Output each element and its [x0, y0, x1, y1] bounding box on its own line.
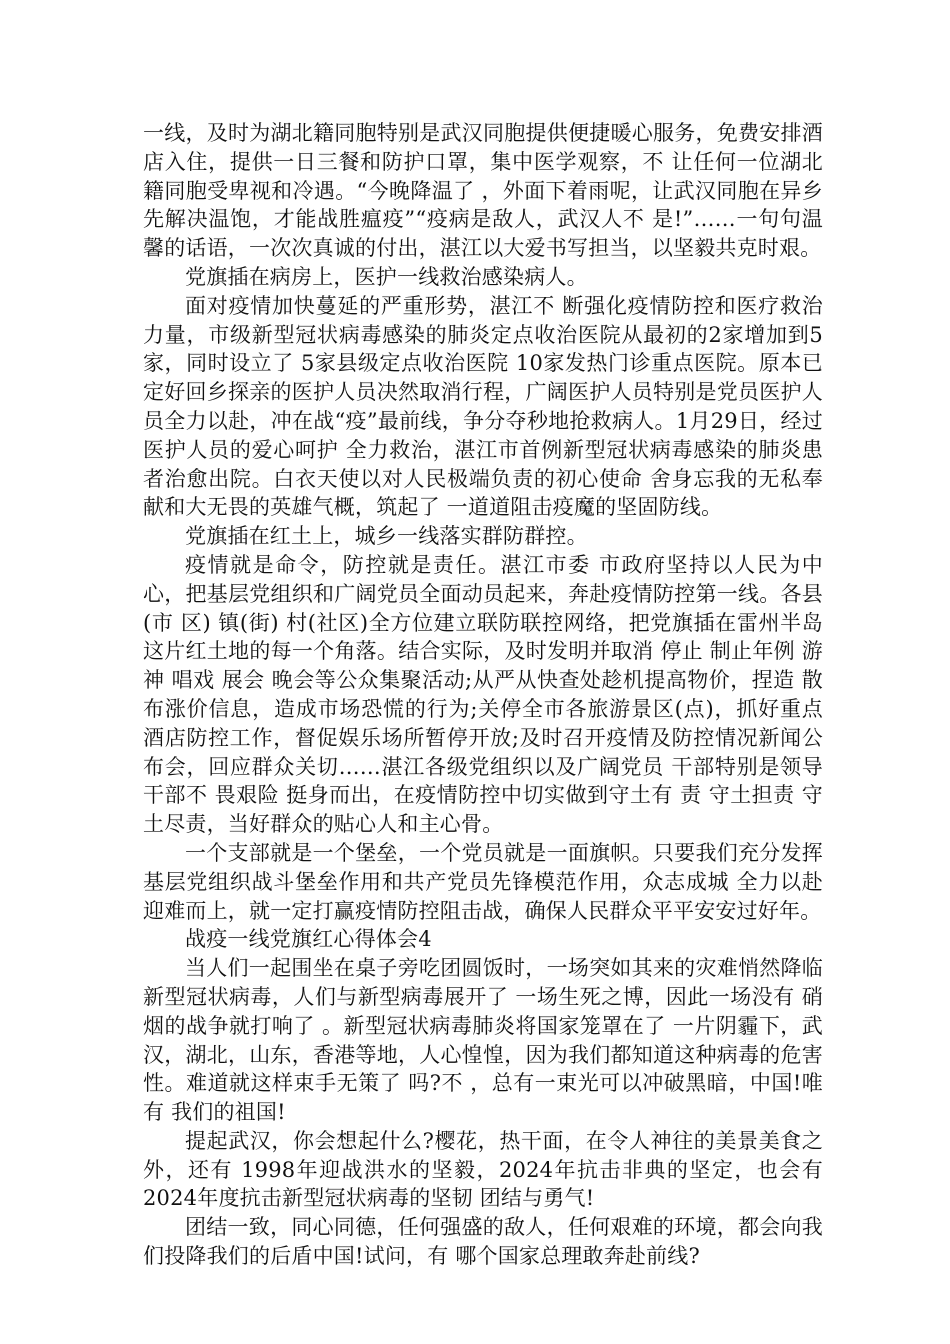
section-heading: 战疫一线党旗红心得体会4: [185, 927, 432, 952]
paragraph: 团结一致，同心同德，任何强盛的敌人，任何艰难的环境，都会向我们投降我们的后盾中国!试问，有 哪个国家总理敢奔赴前线?: [143, 1215, 823, 1269]
paragraph: 党旗插在红土上，城乡一线落实群防群控。: [185, 524, 588, 549]
paragraph: 提起武汉，你会想起什么?樱花，热干面，在令人神往的美景美食之外，还有 1998年迎战洪水的坚毅，2024年抗击非典的坚定，也会有 2024年度抗击新型冠状病毒的坚韧 团结与勇气!: [143, 1128, 823, 1211]
document-body: [143, 119, 823, 1271]
paragraph: 一线，及时为湖北籍同胞特别是武汉同胞提供便捷暖心服务，免费安排酒店入住，提供一日三餐和防护口罩，集中医学观察，不 让任何一位湖北籍同胞受卑视和冷遇。“今晚降温了 ，外面下着雨呢，让武汉同胞在异乡先解决温饱，才能战胜瘟疫”“疫病是敌人，武汉人不 是!”……一句句温馨的话语，一次次真诚的付出，湛江以大爱书写担当，以坚毅共克时艰。: [143, 121, 823, 261]
paragraph: 疫情就是命令，防控就是责任。湛江市委 市政府坚持以人民为中心，把基层党组织和广阔党员全面动员起来，奔赴疫情防控第一线。各县(市 区) 镇(街) 村(社区)全方位建立联防联控网络，把党旗插在雷州半岛这片红土地的每一个角落。结合实际，及时发明并取消 停止 制止年例 游神 唱戏 展会 晚会等公众集聚活动;从严从快查处趁机提高物价，捏造 散布涨价信息，造成市场恐慌的行为;关停全市各旅游景区(点)，抓好重点酒店防控工作，督促娱乐场所暂停开放;及时召开疫情及防控情况新闻公布会，回应群众关切……湛江各级党组织以及广阔党员 干部特别是领导干部不 畏艰险 挺身而出，在疫情防控中切实做到守土有 责 守土担责 守土尽责，当好群众的贴心人和主心骨。: [143, 552, 823, 837]
paragraph: 当人们一起围坐在桌子旁吃团圆饭时，一场突如其来的灾难悄然降临新型冠状病毒，人们与新型病毒展开了 一场生死之博，因此一场没有 硝烟的战争就打响了 。新型冠状病毒肺炎将国家笼罩在了 一片阴霾下，武汉，湖北，山东，香港等地，人心惶惶，因为我们都知道这种病毒的危害性。难道就这样束手无策了 吗?不 ，总有一束光可以冲破黑暗，中国!唯有 我们的祖国!: [143, 956, 823, 1125]
paragraph: 党旗插在病房上，医护一线救治感染病人。: [185, 264, 588, 289]
paragraph: 一个支部就是一个堡垒，一个党员就是一面旗帜。只要我们充分发挥基层党组织战斗堡垒作用和共产党员先锋模范作用，众志成城 全力以赴 迎难而上，就一定打赢疫情防控阻击战，确保人民群众平平安安过好年。: [143, 840, 823, 923]
paragraph: 面对疫情加快蔓延的严重形势，湛江不 断强化疫情防控和医疗救治力量，市级新型冠状病毒感染的肺炎定点收治医院从最初的2家增加到5家，同时设立了 5家县级定点收治医院 10家发热门诊重点医院。原本已定好回乡探亲的医护人员决然取消行程，广阔医护人员特别是党员医护人员全力以赴，冲在战“疫”最前线，争分夺秒地抢救病人。1月29日，经过医护人员的爱心呵护 全力救治，湛江市首例新型冠状病毒感染的肺炎患者治愈出院。白衣天使以对人民极端负责的初心使命 舍身忘我的无私奉献和大无畏的英雄气概，筑起了 一道道阻击疫魔的坚固防线。: [143, 293, 823, 520]
